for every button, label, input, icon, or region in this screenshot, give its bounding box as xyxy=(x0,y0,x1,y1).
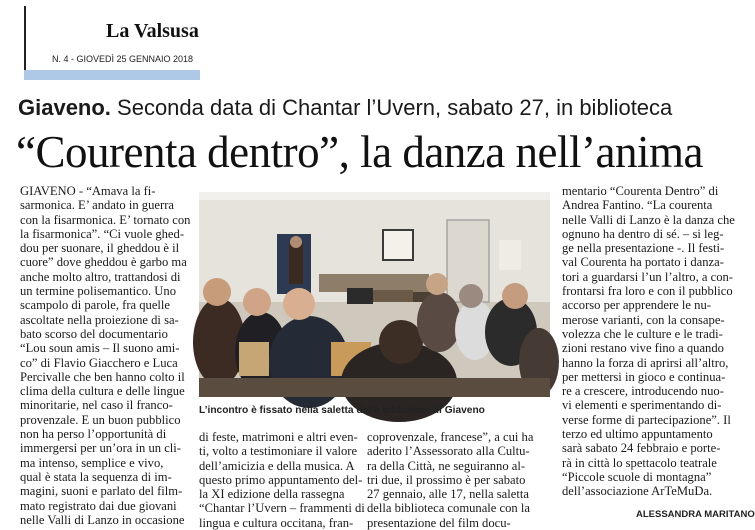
text-line: con la fisarmonica. E’ tornato con xyxy=(20,212,191,227)
text-line: non ha perso l’opportunità di xyxy=(20,427,167,442)
text-line: questo primo appuntamento del- xyxy=(199,472,363,487)
text-line: presentazione del film docu- xyxy=(367,515,511,530)
text-line: sarà sabato 24 febbraio e porte- xyxy=(562,441,721,456)
text-line: per mettersi in gioco e continua- xyxy=(562,369,726,384)
article-photo xyxy=(199,192,550,397)
text-line: vi elementi e sperimentando di- xyxy=(562,398,722,413)
text-line: dell’amicizia e della musica. A xyxy=(199,458,355,473)
text-line: “Chantar l’Uvern – frammenti di xyxy=(199,501,365,516)
text-line: la fisarmonica”. “Ci vuole ghed- xyxy=(20,226,185,241)
text-line: della biblioteca comunale con la xyxy=(367,501,530,516)
text-line: ra della Città, ne seguiranno al- xyxy=(367,458,526,473)
text-line: terzo ed ultimo appuntamento xyxy=(562,427,713,442)
text-line: scampolo di parole, fra quelle xyxy=(20,298,171,313)
text-line: nelle Valli di Lanzo in occasione xyxy=(20,512,185,527)
text-line: ti, volto a testimoniare il valore xyxy=(199,444,358,459)
text-line: bato scorso del documentario xyxy=(20,326,168,341)
text-line: zioni restano vive fino a quando xyxy=(562,341,724,356)
text-line: val Courenta ha portato i danza- xyxy=(562,255,724,270)
text-line: clima della cultura e delle lingue xyxy=(20,384,185,399)
text-line: ognuno ha dentro di sé. – si leg- xyxy=(562,226,724,241)
text-line: sarmonica. E’ andato in guerra xyxy=(20,198,174,213)
text-line: provenzale. E un buon pubblico xyxy=(20,412,181,427)
text-line: mato registrato dai due giovani xyxy=(20,498,177,513)
text-line: tori a guardarsi l’un l’altro, a con- xyxy=(562,269,733,284)
text-line: lingua e cultura occitana, fran- xyxy=(199,515,354,530)
publication-name: La Valsusa xyxy=(106,20,199,42)
text-line: coprovenzale, francese”, a cui ha xyxy=(367,430,534,444)
photo-caption: L’incontro è fissato nella saletta della biblioteca di Giaveno xyxy=(199,405,485,416)
text-line: nelle Valli di Lanzo è la danza che xyxy=(562,212,735,227)
masthead-color-band xyxy=(24,70,200,80)
text-line: co” di Flavio Giacchero e Luca xyxy=(20,355,178,370)
text-line: ma intenso, semplice e vivo, xyxy=(20,455,164,470)
kicker xyxy=(18,95,672,121)
text-line: minoritarie, nel caso il franco- xyxy=(20,398,173,413)
text-line: Percivalle che ben hanno colto il xyxy=(20,369,185,384)
masthead-rule xyxy=(24,6,26,74)
kicker-text: Seconda data di Chantar l’Uvern, sabato 27, in biblioteca xyxy=(110,95,673,120)
text-line: “Lou soun amis – Il suono ami- xyxy=(20,341,180,356)
text-line: verse forme di partecipazione”. Il xyxy=(562,412,731,427)
masthead xyxy=(24,6,200,76)
issue-date: N. 4 - GIOVEDÌ 25 GENNAIO 2018 xyxy=(52,54,194,64)
text-line: ascoltate nella proiezione di sa- xyxy=(20,312,179,327)
text-line: aderito l’Assessorato alla Cultu- xyxy=(367,444,530,459)
text-line: accorso per apprendere le nu- xyxy=(562,298,711,313)
text-line: un termine polisemantico. Uno xyxy=(20,284,176,299)
article-column-4 xyxy=(562,184,735,499)
kicker-place: Giaveno. xyxy=(18,95,111,120)
text-line: GIAVENO - “Amava la fi- xyxy=(20,184,156,198)
audience-photo-illustration xyxy=(199,192,550,397)
text-line: di feste, matrimoni e altri even- xyxy=(199,430,358,444)
text-line: ge nella presentazione -. Il festi- xyxy=(562,241,725,256)
text-line: cuore” dove gheddou è garbo ma xyxy=(20,255,187,270)
byline: ALESSANDRA MARITANO xyxy=(636,509,755,520)
text-line: frontarsi fra loro e con il pubblico xyxy=(562,284,733,299)
text-line: mentario “Courenta Dentro” di xyxy=(562,184,719,198)
text-line: 27 gennaio, alle 17, nella saletta xyxy=(367,487,529,502)
text-line: dell’associazione ArTeMuDa. xyxy=(562,484,713,499)
text-line: la XI edizione della rassegna xyxy=(199,487,345,502)
article-column-2 xyxy=(199,430,365,530)
headline: “Courenta dentro”, la danza nell’anima xyxy=(16,127,703,177)
text-line: merose varianti, con la consape- xyxy=(562,312,725,327)
text-line: volezza che le culture e le tradi- xyxy=(562,326,723,341)
text-line: anche molto altro, trattandosi di xyxy=(20,269,181,284)
text-line: magini, suoni e parlato del film- xyxy=(20,484,183,499)
text-line: rà in città lo spettacolo teatrale xyxy=(562,455,717,470)
text-line: hanno la forza di aprirsi all’altro, xyxy=(562,355,729,370)
text-line: tri due, il prossimo è per sabato xyxy=(367,472,526,487)
text-line: “Piccole scuole di montagna” xyxy=(562,469,712,484)
article-column-3 xyxy=(367,430,534,530)
article-column-1 xyxy=(20,184,191,527)
text-line: dou per suonare, il gheddou è il xyxy=(20,241,180,256)
text-line: re a crescere, introducendo nuo- xyxy=(562,384,724,399)
text-line: qual è stata la sequenza di im- xyxy=(20,469,172,484)
text-line: Andrea Fantino. “La courenta xyxy=(562,198,713,213)
text-line: immergersi per un’ora in un cli- xyxy=(20,441,181,456)
